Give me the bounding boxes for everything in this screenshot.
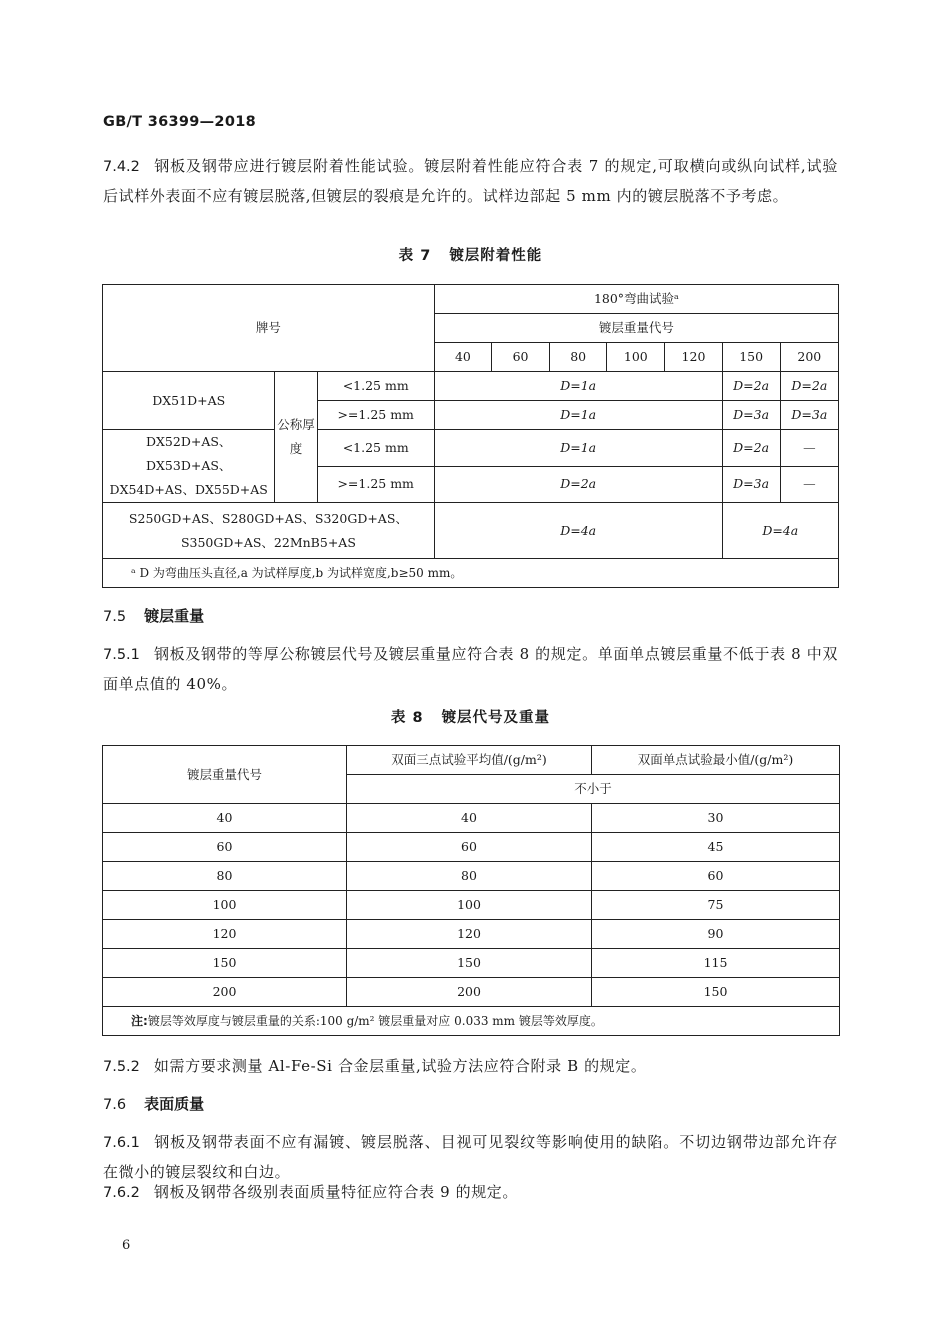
clause-7-6-2 (103, 1178, 838, 1208)
clause-number: 7.6.2 (103, 1185, 140, 1201)
table7-coating-code-header: 镀层重量代号 (434, 314, 838, 343)
d-value-cell: D=2a (434, 466, 722, 503)
table8-min-header: 双面单点试验最小值/(g/m²) (592, 746, 840, 775)
clause-number: 7.5.1 (103, 647, 140, 663)
d-value-cell: D=4a (722, 503, 838, 559)
min-cell: 90 (592, 920, 840, 949)
min-cell: 150 (592, 978, 840, 1007)
clause-number: 7.5.2 (103, 1059, 140, 1075)
grade-cell: DX52D+AS、DX53D+AS、DX54D+AS、DX55D+AS (103, 430, 275, 503)
section-title: 表面质量 (144, 1095, 205, 1113)
clause-text: 如需方要求测量 Al-Fe-Si 合金层重量,试验方法应符合附录 B 的规定。 (153, 1057, 647, 1075)
thickness-cell: <1.25 mm (317, 430, 434, 467)
min-cell: 30 (592, 804, 840, 833)
avg-cell: 100 (347, 891, 592, 920)
structural-grades-cell: S250GD+AS、S280GD+AS、S320GD+AS、S350GD+AS、22MnB5+AS (103, 503, 435, 559)
code-cell: 40 (434, 343, 491, 372)
section-title: 镀层重量 (144, 607, 205, 625)
code-cell: 120 (103, 920, 347, 949)
table7-grade-header: 牌号 (103, 285, 435, 372)
table7-bend-test-header: 180°弯曲试验ᵃ (434, 285, 838, 314)
table7-title: 镀层附着性能 (449, 248, 543, 264)
d-value-cell: D=3a (722, 401, 780, 430)
d-value-cell: — (780, 466, 838, 503)
avg-cell: 150 (347, 949, 592, 978)
table8-caption (103, 706, 838, 727)
code-cell: 120 (665, 343, 722, 372)
code-cell: 80 (103, 862, 347, 891)
section-7-6-heading (103, 1093, 204, 1114)
table8-title: 镀层代号及重量 (441, 710, 551, 726)
d-value-cell: D=1a (434, 401, 722, 430)
table8-number: 表 8 (390, 710, 424, 726)
table-row (103, 833, 840, 862)
standard-number: GB/T 36399—2018 (103, 114, 256, 130)
clause-number: 7.4.2 (103, 159, 140, 175)
min-cell: 45 (592, 833, 840, 862)
avg-cell: 40 (347, 804, 592, 833)
d-value-cell: D=2a (722, 430, 780, 467)
nominal-thickness-cell: 公称厚度 (275, 372, 317, 503)
d-value-cell: D=1a (434, 430, 722, 467)
table-row (103, 978, 840, 1007)
section-number: 7.6 (103, 1097, 127, 1113)
code-cell: 150 (103, 949, 347, 978)
grade-cell: DX51D+AS (103, 372, 275, 430)
code-cell: 60 (103, 833, 347, 862)
clause-7-5-1 (103, 640, 838, 699)
min-cell: 75 (592, 891, 840, 920)
d-value-cell: D=2a (780, 372, 838, 401)
table8-note (103, 1007, 840, 1036)
table8-avg-header: 双面三点试验平均值/(g/m²) (347, 746, 592, 775)
code-cell: 100 (607, 343, 665, 372)
table-row (103, 862, 840, 891)
clause-text: 钢板及钢带的等厚公称镀层代号及镀层重量应符合表 8 的规定。单面单点镀层重量不低于表 8 中双面单点值的 40%。 (103, 645, 838, 693)
code-cell: 200 (103, 978, 347, 1007)
page-number: 6 (122, 1238, 131, 1253)
d-value-cell: D=3a (780, 401, 838, 430)
avg-cell: 60 (347, 833, 592, 862)
code-cell: 200 (780, 343, 838, 372)
d-value-cell: D=2a (722, 372, 780, 401)
table7-caption (103, 244, 838, 265)
thickness-cell: >=1.25 mm (317, 466, 434, 503)
clause-text: 钢板及钢带应进行镀层附着性能试验。镀层附着性能应符合表 7 的规定,可取横向或纵向试样,试验后试样外表面不应有镀层脱落,但镀层的裂痕是允许的。试样边部起 5 mm 内的镀层脱落不予考虑。 (103, 157, 838, 205)
table8-code-header: 镀层重量代号 (103, 746, 347, 804)
section-7-5-heading (103, 605, 204, 626)
clause-7-5-2 (103, 1052, 838, 1082)
table-row (103, 920, 840, 949)
section-number: 7.5 (103, 609, 127, 625)
d-value-cell: D=1a (434, 372, 722, 401)
clause-text: 钢板及钢带表面不应有漏镀、镀层脱落、目视可见裂纹等影响使用的缺陷。不切边钢带边部允许存在微小的镀层裂纹和白边。 (103, 1133, 838, 1181)
d-value-cell: D=4a (434, 503, 722, 559)
d-value-cell: — (780, 430, 838, 467)
table7-number: 表 7 (398, 248, 432, 264)
thickness-cell: <1.25 mm (317, 372, 434, 401)
clause-text: 钢板及钢带各级别表面质量特征应符合表 9 的规定。 (153, 1183, 518, 1201)
code-cell: 40 (103, 804, 347, 833)
thickness-cell: >=1.25 mm (317, 401, 434, 430)
code-cell: 150 (722, 343, 780, 372)
clause-7-4-2 (103, 152, 838, 211)
table7 (102, 284, 839, 588)
min-cell: 115 (592, 949, 840, 978)
clause-number: 7.6.1 (103, 1135, 140, 1151)
avg-cell: 120 (347, 920, 592, 949)
code-cell: 80 (550, 343, 607, 372)
table-row (103, 891, 840, 920)
table8-not-less-header: 不小于 (347, 775, 840, 804)
avg-cell: 200 (347, 978, 592, 1007)
avg-cell: 80 (347, 862, 592, 891)
min-cell: 60 (592, 862, 840, 891)
code-cell: 60 (491, 343, 549, 372)
table-row (103, 804, 840, 833)
code-cell: 100 (103, 891, 347, 920)
table8 (102, 745, 840, 1036)
note-label: 注: (131, 1014, 148, 1028)
note-text: 镀层等效厚度与镀层重量的关系:100 g/m² 镀层重量对应 0.033 mm 镀层等效厚度。 (147, 1014, 603, 1028)
d-value-cell: D=3a (722, 466, 780, 503)
table-row (103, 949, 840, 978)
table7-footnote: ᵃ D 为弯曲压头直径,a 为试样厚度,b 为试样宽度,b≥50 mm。 (103, 559, 839, 588)
